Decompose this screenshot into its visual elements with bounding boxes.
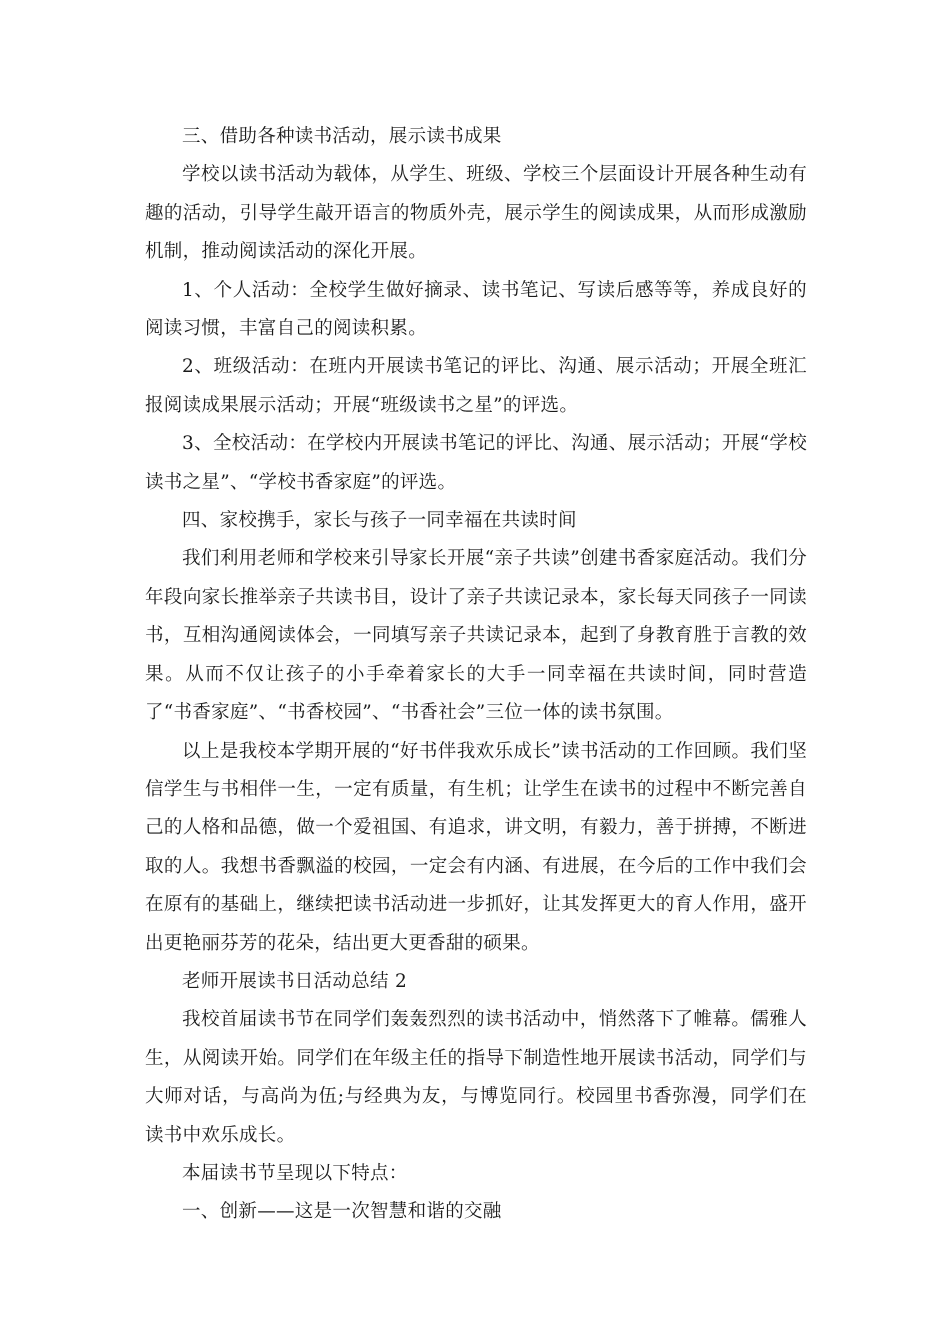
paragraph-school-activity: 3、全校活动：在学校内开展读书笔记的评比、沟通、展示活动；开展“学校读书之星”、“学校书香家庭”的评选。: [145, 433, 807, 493]
paragraph-family-reading: 我们利用老师和学校来引导家长开展“亲子共读”创建书香家庭活动。我们分年段向家长推举亲子共读书目，设计了亲子共读记录本，家长每天同孩子一同读书，互相沟通阅读体会，一同填写亲子共读记录本，起到了身教育胜于言教的效果。从而不仅让孩子的小手牵着家长的大手一同幸福在共读时间，同时营造了“书香家庭”、“书香校园”、“书香社会”三位一体的读书氛围。: [145, 548, 807, 724]
section-heading-activities: 三、借助各种读书活动，展示读书成果: [182, 126, 502, 147]
summary-title: 老师开展读书日活动总结 2: [182, 970, 408, 992]
paragraph-reading-festival: 我校首届读书节在同学们轰轰烈烈的读书活动中，悄然落下了帷幕。儒雅人生，从阅读开始。同学们在年级主任的指导下制造性地开展读书活动，同学们与大师对话，与高尚为伍;与经典为友，与博览同行。校园里书香弥漫，同学们在读书中欢乐成长。: [145, 1009, 807, 1146]
section-heading-innovation: 一、创新——这是一次智慧和谐的交融: [182, 1201, 502, 1223]
paragraph-activities-intro: 学校以读书活动为载体，从学生、班级、学校三个层面设计开展各种生动有趣的活动，引导学生敲开语言的物质外壳，展示学生的阅读成果，从而形成激励机制，推动阅读活动的深化开展。: [145, 164, 807, 263]
paragraph-features-intro: 本届读书节呈现以下特点：: [182, 1162, 408, 1184]
paragraph-review: 以上是我校本学期开展的“好书伴我欢乐成长”读书活动的工作回顾。我们坚信学生与书相伴一生，一定有质量，有生机；让学生在读书的过程中不断完善自己的人格和品德，做一个爱祖国、有追求，讲文明，有毅力，善于拼搏，不断进取的人。我想书香飘溢的校园，一定会有内涵、有进展，在今后的工作中我们会在原有的基础上，继续把读书活动进一步抓好，让其发挥更大的育人作用，盛开出更艳丽芬芳的花朵，结出更大更香甜的硕果。: [145, 740, 807, 954]
document-body: [145, 118, 807, 1232]
paragraph-individual-activity: 1、个人活动：全校学生做好摘录、读书笔记、写读后感等等，养成良好的阅读习惯，丰富自己的阅读积累。: [145, 279, 807, 340]
paragraph-class-activity: 2、班级活动：在班内开展读书笔记的评比、沟通、展示活动；开展全班汇报阅读成果展示活动；开展“班级读书之星”的评选。: [145, 356, 807, 416]
section-heading-family: 四、家校携手，家长与孩子一同幸福在共读时间: [182, 510, 577, 532]
